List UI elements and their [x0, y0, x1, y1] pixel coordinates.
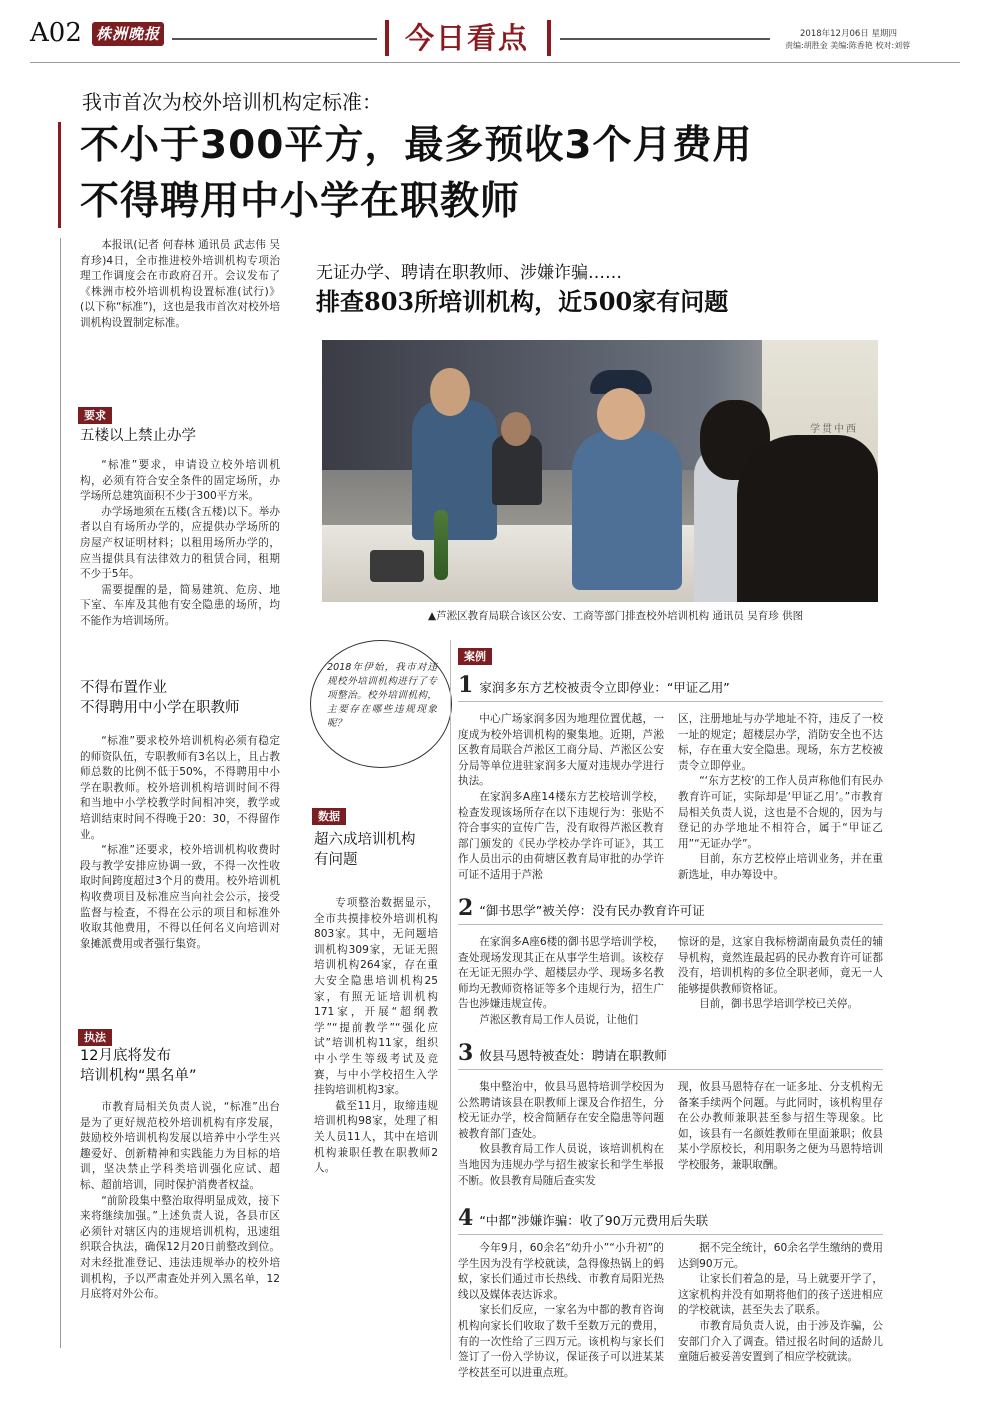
case-4-title: “中都”涉嫌诈骗：收了90万元费用后失联 — [479, 1213, 709, 1228]
intro-paragraph: 本报讯(记者 何春林 通讯员 武志伟 吴育珍)4日，全市推进校外培训机构专项治理工作调度会在市政府召开。会议发布了《株洲市校外培训机构设置标准(试行)》(以下称“标准”)，这也是我市首次对校外培训机构设置制定标准。 — [80, 239, 280, 329]
page-header — [0, 0, 985, 62]
issue-date: 2018年12月06日 星期四 — [800, 29, 897, 39]
homework-subtitle-1: 不得布置作业 — [80, 680, 167, 696]
data-column-rule — [450, 640, 451, 1360]
case-1-number: 1 — [458, 672, 474, 698]
case-1 — [458, 672, 883, 881]
section-divider-mark-right — [547, 20, 551, 56]
data-subtitle-1: 超六成培训机构 — [314, 832, 416, 848]
case-3-col-2: 现，攸县马恩特存在一证多址、分支机构无备案手续两个问题。与此同时，该机构里存在公办教师兼职甚至参与招生等现象。比如，该县有一名颜姓教师在里面兼职；攸县某小学原校长，利用职务之便为马恩特培训学校服务，兼职取酬。 — [678, 1081, 883, 1171]
photo-officer-center — [572, 430, 682, 590]
case-2-number: 2 — [458, 895, 474, 921]
enforcement-subtitle-2: 培训机构“黑名单” — [80, 1068, 197, 1084]
header-right-rule — [560, 38, 770, 40]
second-headline: 排查803所培训机构，近500家有问题 — [316, 287, 729, 316]
data-subtitle-2: 有问题 — [314, 852, 358, 868]
lead-headline-line-1: 不小于300平方，最多预收3个月费用 — [80, 123, 753, 168]
enforcement-subtitle-1: 12月底将发布 — [80, 1048, 171, 1064]
header-left-rule — [172, 38, 377, 40]
case-3-col-1: 集中整治中，攸县马恩特培训学校因为公然聘请该县在职教师上课及合作招生，分校无证办学，校舍简陋存在安全隐患等问题被教育部门查处。 攸县教育局工作人员说，该培训机构在当地因为违规办学与招生被家长和学生举报不断。攸县教育局随后查实发 — [458, 1081, 664, 1187]
case-1-col-1: 中心广场家润多因为地理位置优越，一度成为校外培训机构的聚集地。近期，芦淞区教育局联合芦淞区工商分局、芦淞区公安分局等单位进驻家润多大厦对违规办学进行执法。 在家润多A座14楼东方艺校培训学校，检查发现该场所存在以下违规行为：张贴不符合事实的宣传广告，没有取得芦淞区教育部门颁发的《民办学校办学许可证》，其工作人员出示的由荷塘区教育局审批的办学许可证不适用于芦淞 — [458, 713, 664, 881]
requirement-subtitle: 五楼以上禁止办学 — [80, 428, 196, 444]
page-number: A02 — [30, 18, 82, 48]
photo-device — [370, 550, 424, 582]
case-3-number: 3 — [458, 1040, 474, 1066]
header-bottom-rule — [30, 62, 960, 63]
case-3-heading — [458, 1040, 883, 1070]
case-2-col-2: 惊讶的是，这家自我标榜湖南最负责任的辅导机构，竟然连最起码的民办教育许可证都没有，培训机构的多位全职老师，竟无一人能够提供教师资格证。 目前，御书思学培训学校已关停。 — [678, 936, 883, 1011]
requirement-tag: 要求 — [78, 404, 112, 424]
homework-body: “标准”要求校外培训机构必须有稳定的师资队伍，专职教师有3名以上，且占教师总数的比例不低于50%，不得聘用中小学在职教师。校外培训机构培训时间不得和当地中小学校教学时间相冲突，教学或培训结束时间不得晚于20：30，不得留作业。 “标准”还要求，校外培训机构收费时段与教学安排应协调一致，不得一次性收取时间跨度超过3个月的费用。校外培训机构收费项目及标准应当向社会公示，接受监督与检查，不得在公示的项目和标准外收取其他费用，不得以任何名义向培训对象摊派费用或者强行集资。 — [80, 735, 280, 950]
case-4-col-1: 今年9月，60余名“幼升小”“小升初”的学生因为没有学校就读，急得像热锅上的蚂蚁，家长们通过市长热线、市教育局阳光热线以及媒体表达诉求。 家长们反应，一家名为中都的教育咨询机构向家长们收取了数千至数万元的费用，有的一次性给了三四万元。该机构与家长们签订了一份入学协议，保证孩子可以进某某学校甚至可以进重点班。 — [458, 1242, 664, 1379]
pullquote-text: 2018年伊始，我市对违规校外培训机构进行了专项整治。校外培训机构，主要存在哪些违规现象呢？ — [327, 662, 437, 729]
lead-headline-line-2: 不得聘用中小学在职教师 — [80, 179, 521, 224]
left-column-border — [60, 238, 61, 1348]
enforcement-tag: 执法 — [78, 1026, 112, 1046]
section-divider-mark — [385, 20, 389, 56]
left-column — [70, 238, 288, 1358]
photo-officer-left-head — [430, 368, 470, 416]
requirement-body: “标准”要求，申请设立校外培训机构，必须有符合安全条件的固定场所，办学场所总建筑面积不少于300平方米。 办学场地须在五楼(含五楼)以下。举办者以自有场所办学的，应提供办学场所的房屋产权证明材料；以租用场所办学的，应当提供具有法律效力的租赁合同，租期不少于5年。 需要提醒的是，简易建筑、危房、地下室、车库及其他有安全隐患的场所，均不能作为培训场所。 — [80, 459, 280, 627]
case-2-heading — [458, 895, 883, 925]
photo-wall-sign: 学贯中西 — [810, 424, 858, 435]
second-kicker: 无证办学、聘请在职教师、涉嫌诈骗…… — [316, 263, 622, 283]
data-body: 专项整治数据显示，全市共摸排校外培训机构803家。其中，无问题培训机构309家，无证无照培训机构264家，存在重大安全隐患培训机构25家，有照无证培训机构171家，开展“超纲教学”“提前教学”“强化应试”培训机构11家，组织中小学生等级考试及竞赛，与中小学校招生入学挂钩培训机构3家。 截至11月，取缔违规培训机构98家，处理了相关人员11人，其中在培训机构兼职任教在职教师2人。 — [314, 897, 438, 1175]
photo-woman-foreground — [737, 435, 878, 602]
inspection-photo — [322, 340, 878, 602]
lead-kicker: 我市首次为校外培训机构定标准： — [82, 90, 382, 114]
case-4 — [458, 1205, 883, 1379]
photo-caption: ▲芦淞区教育局联合该区公安、工商等部门排查校外培训机构 通讯员 吴育珍 供图 — [428, 610, 804, 622]
pullquote-bubble — [310, 640, 452, 768]
photo-plant — [434, 510, 448, 580]
case-2 — [458, 895, 883, 1026]
photo-officer-center-head — [597, 388, 645, 440]
homework-subtitle-2: 不得聘用中小学在职教师 — [80, 700, 240, 716]
case-4-number: 4 — [458, 1205, 474, 1231]
case-3 — [458, 1040, 883, 1187]
case-1-title: 家润多东方艺校被责令立即停业：“甲证乙用” — [479, 680, 730, 695]
case-1-heading — [458, 672, 883, 702]
photo-man-background-head — [501, 412, 531, 446]
data-tag: 数据 — [312, 805, 346, 825]
headline-bracket — [58, 122, 61, 228]
photo-officer-left — [412, 400, 497, 540]
cases-tag: 案例 — [458, 645, 492, 665]
case-2-title: “御书思学”被关停：没有民办教育许可证 — [479, 903, 705, 918]
newspaper-logo: 株洲晚报 — [92, 22, 164, 46]
enforcement-body: 市教育局相关负责人说，“标准”出台是为了更好规范校外培训机构有序发展，鼓励校外培训机构发展以培养中小学生兴趣爱好、创新精神和实践能力为目标的培训，坚决禁止学科类培训强化应试、超标、超前培训，同时保护消费者权益。 “前阶段集中整治取得明显成效，接下来将继续加强。”上述负责人说，各县市区必须针对辖区内的违规培训机构，迅速组织联合执法，确保12月20日前整改到位。对未经批准登记、违法违规举办的校外培训机构，予以严肃查处并列入黑名单，12月底将对外公布。 — [80, 1101, 280, 1301]
editor-credits: 责编:胡胜金 美编:陈香艳 校对:刘蓉 — [785, 41, 911, 50]
case-2-col-1: 在家润多A座6楼的御书思学培训学校，查处现场发现其正在从事学生培训。该校存在无证无照办学、超楼层办学、现场多名教师均无教师资格证等多个违规行为，招生广告也涉嫌违规宣传。 芦淞区教育局工作人员说，让他们 — [458, 936, 664, 1026]
section-title: 今日看点 — [405, 21, 530, 55]
case-3-title: 攸县马恩特被查处：聘请在职教师 — [479, 1048, 667, 1063]
case-1-col-2: 区，注册地址与办学地址不符，违反了一校一址的规定；超楼层办学，消防安全也不达标，存在重大安全隐患。现场，东方艺校被责令立即停业。 “‘东方艺校’的工作人员声称他们有民办教育许可证，实际却是‘甲证乙用’。”市教育局相关负责人说，这也是不合规的，因为与登记的办学地址不相符合，属于“甲证乙用”“无证办学”。 目前，东方艺校停止培训业务，并在重新选址，申办筹设中。 — [678, 713, 883, 881]
case-4-col-2: 据不完全统计，60余名学生缴纳的费用达到90万元。 让家长们着急的是，马上就要开学了，这家机构并没有如期将他们的孩子送进相应的学校就读，甚至失去了联系。 市教育局负责人说，由于涉及诈骗，公安部门介入了调查。错过报名时间的适龄儿童随后被妥善安置到了相应学校就读。 — [678, 1242, 883, 1364]
case-4-heading — [458, 1205, 883, 1235]
